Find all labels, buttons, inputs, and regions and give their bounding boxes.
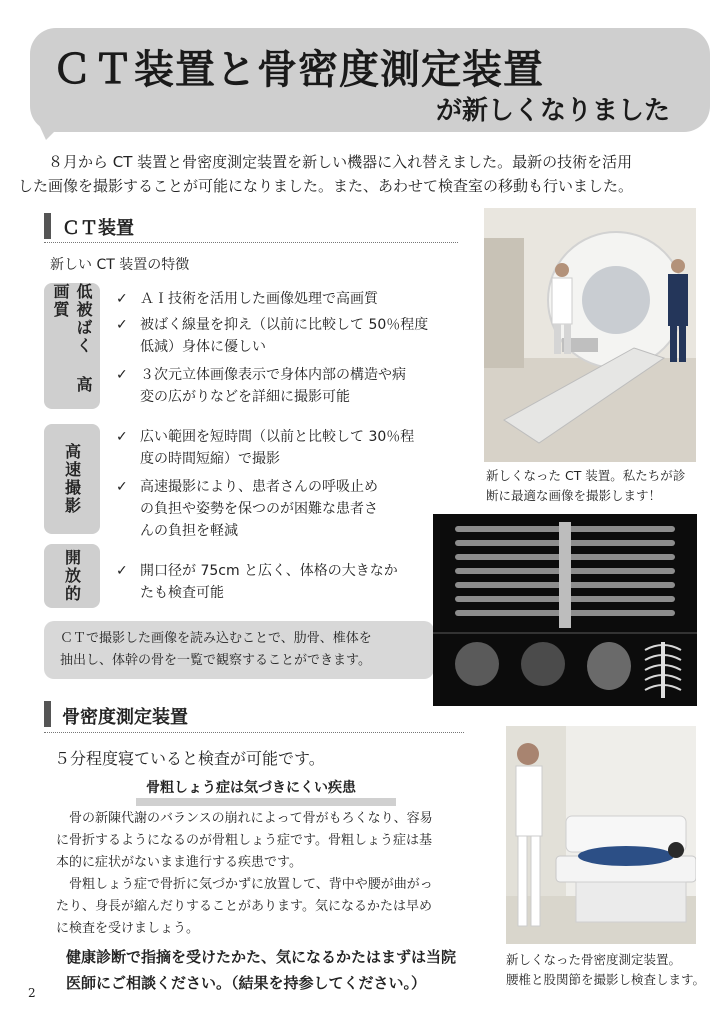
bone-heading-bar	[44, 701, 51, 727]
ct-heading-bar	[44, 213, 51, 239]
tag-low-dose: 低被ばく 高画質	[44, 283, 100, 409]
ct-heading-rule	[44, 242, 458, 243]
feature-line: 低減）身体に優しい	[140, 339, 266, 355]
title-bubble-tail	[36, 118, 68, 140]
ct-note-line-2: 抽出し、体幹の骨を一覧で観察することができます。	[60, 653, 371, 668]
bone-line: に検査を受けましょう。	[56, 921, 200, 936]
bone-line: に骨折するようになるのが骨粗しょう症です。骨粗しょう症は基	[56, 833, 432, 848]
ct-scan-image	[433, 514, 697, 706]
bone-body	[56, 808, 476, 940]
feature-line: 被ばく線量を抑え（以前に比較して 50％程度	[140, 317, 429, 333]
tag-high-speed: 高速撮影	[44, 424, 100, 534]
bone-heading: 骨密度測定装置	[62, 707, 188, 728]
subhead-underline	[136, 798, 396, 806]
ct-photo-caption	[486, 466, 706, 506]
bone-subhead: 骨粗しょう症は気づきにくい疾患	[146, 780, 356, 796]
feature-line: 高速撮影により、患者さんの呼吸止め	[140, 479, 378, 495]
feature-line: 変の広がりなどを詳細に撮影可能	[140, 389, 350, 405]
bone-caption-line-1: 新しくなった骨密度測定装置。	[506, 952, 682, 967]
bone-photo-caption	[506, 950, 716, 990]
feature-line: の負担や姿勢を保つのが困難な患者さ	[140, 501, 378, 517]
bone-density-photo	[506, 726, 696, 944]
bone-paragraph-2	[56, 874, 476, 940]
ct-heading: ＣＴ装置	[62, 218, 134, 239]
feature-line: 度の時間短縮）で撮影	[140, 451, 280, 467]
feature-line: 広い範囲を短時間（以前と比較して 30％程	[140, 429, 415, 445]
feature-line: んの負担を軽減	[140, 523, 238, 539]
page-title-sub: が新しくなりました	[436, 96, 671, 126]
advice-line-1: 健康診断で指摘を受けたかた、気になるかたはまずは当院	[66, 948, 457, 966]
feature-item	[116, 426, 456, 470]
feature-line: ３次元立体画像表示で身体内部の構造や病	[140, 367, 406, 383]
bone-line: たり、身長が縮んだりすることがあります。気になるかたは早め	[56, 899, 432, 914]
page-number: 2	[28, 986, 36, 1000]
feature-line: 開口径が 75cm と広く、体格の大きなか	[140, 563, 398, 579]
bone-line: 本的に症状がないまま進行する疾患です。	[56, 855, 302, 870]
ct-subheading: 新しい CT 装置の特徴	[50, 257, 190, 273]
bone-line: 骨の新陳代謝のバランスの崩れによって骨がもろくなり、容易	[69, 811, 433, 826]
feature-item	[116, 314, 456, 358]
bone-caption-line-2: 腰椎と股関節を撮影し検査します。	[506, 972, 706, 987]
feature-item	[116, 288, 456, 310]
page-title: ＣＴ装置と骨密度測定装置	[52, 47, 544, 93]
ct-scanner-photo	[484, 208, 696, 462]
check-icon: ✓	[116, 367, 128, 383]
check-icon: ✓	[116, 563, 128, 579]
check-icon: ✓	[116, 429, 128, 445]
bone-heading-rule	[44, 732, 464, 733]
feature-item	[116, 560, 436, 604]
intro-text	[18, 150, 708, 198]
bone-line: 骨粗しょう症で骨折に気づかずに放置して、背中や腰が曲がっ	[69, 877, 433, 892]
bone-lead: ５分程度寝ていると検査が可能です。	[54, 749, 325, 768]
check-icon: ✓	[116, 479, 128, 495]
feature-item	[116, 364, 456, 408]
ct-note-line-1: ＣＴで撮影した画像を読み込むことで、肋骨、椎体を	[60, 631, 372, 646]
ct-note	[60, 628, 420, 672]
ct-caption-line-2: 断に最適な画像を撮影します！	[486, 488, 662, 503]
tag-open: 開放的	[44, 544, 100, 608]
check-icon: ✓	[116, 317, 128, 333]
feature-line: ＡＩ技術を活用した画像処理で高画質	[140, 291, 378, 307]
intro-line-1: ８月から CT 装置と骨密度測定装置を新しい機器に入れ替えました。最新の技術を活用	[48, 153, 633, 171]
check-icon: ✓	[116, 291, 128, 307]
feature-item	[116, 476, 456, 542]
bone-advice	[66, 944, 486, 996]
intro-line-2: した画像を撮影することが可能になりました。また、あわせて検査室の移動も行いました。	[18, 177, 634, 195]
advice-line-2: 医師にご相談ください。（結果を持参してください。）	[66, 974, 427, 992]
bone-paragraph-1	[56, 808, 476, 874]
ct-caption-line-1: 新しくなった CT 装置。私たちが診	[486, 468, 686, 483]
feature-line: たも検査可能	[140, 585, 224, 601]
